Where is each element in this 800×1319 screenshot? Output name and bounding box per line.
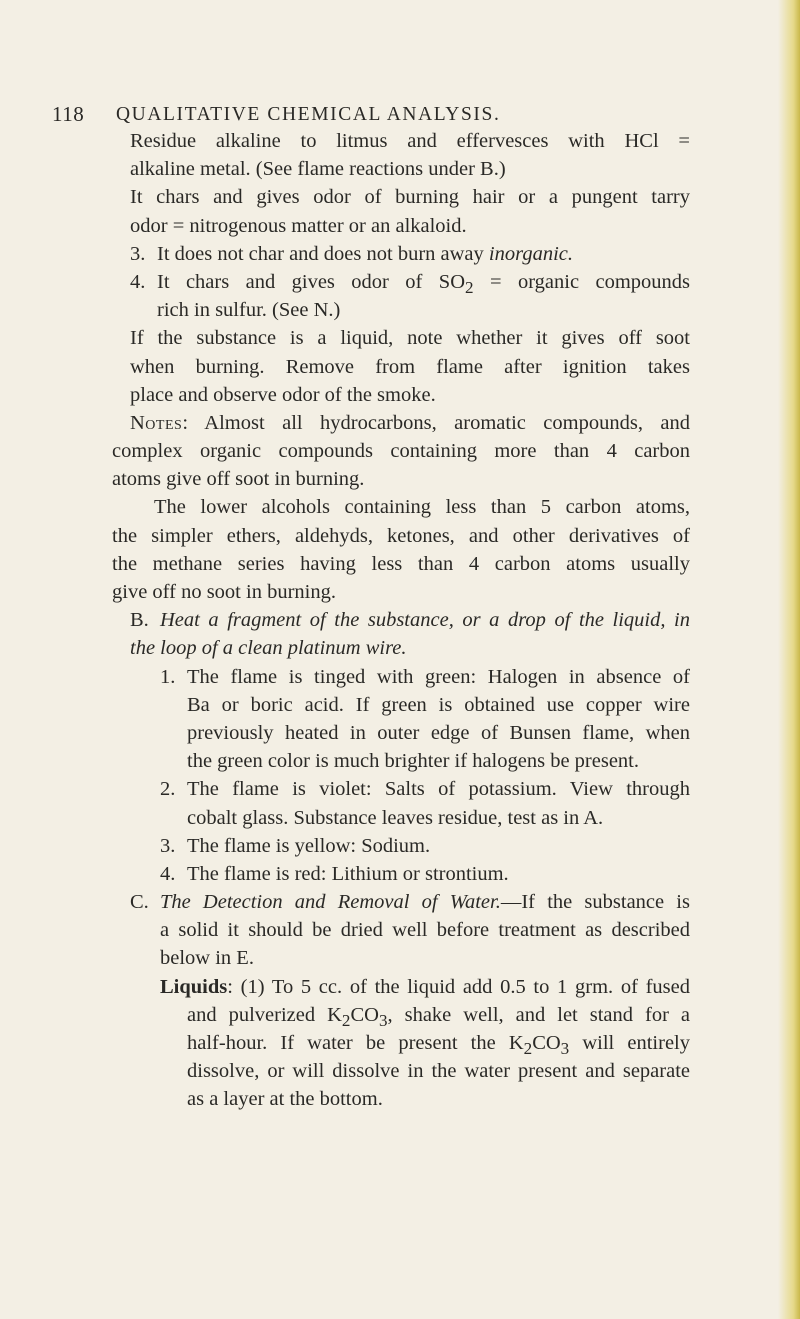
section-c-heading: C. The Detection and Removal of Water.—If the substance is	[130, 888, 690, 916]
list-marker: 1.	[160, 665, 176, 688]
section-marker: C.	[130, 891, 149, 914]
text-line: place and observe odor of the smoke.	[130, 383, 436, 406]
text-line: the loop of a clean platinum wire.	[130, 637, 407, 660]
list-item: 2. The flame is violet: Salts of potassium. View through	[130, 775, 690, 803]
running-head: QUALITATIVE CHEMICAL ANALYSIS.	[116, 104, 501, 125]
text-line: It chars and gives odor of burning hair or a pungent tarry	[130, 186, 690, 209]
text-line: when burning. Remove from flame after ignition takes	[130, 355, 690, 378]
section-b-heading: B. Heat a fragment of the substance, or a drop of the liquid, in	[130, 606, 690, 634]
text-line: atoms give off soot in burning.	[112, 468, 365, 491]
page-edge-shading	[778, 0, 800, 1319]
text-line: give off no soot in burning.	[112, 581, 336, 603]
text-line: as a layer at the bottom.	[187, 1088, 383, 1111]
list-item: 4. The flame is red: Lithium or strontium.	[130, 860, 690, 888]
text-line: complex organic compounds containing more than 4 carbon	[112, 440, 690, 463]
text-line: previously heated in outer edge of Bunsen flame, when	[187, 721, 690, 744]
liquids-line: Liquids: (1) To 5 cc. of the liquid add 0.5 to 1 grm. of fused	[160, 975, 690, 998]
text-line: If the substance is a liquid, note whether it gives off soot	[130, 327, 690, 350]
list-item: 1. The flame is tinged with green: Halogen in absence of	[130, 663, 690, 691]
page-number: 118	[52, 102, 85, 126]
list-marker: 4.	[160, 862, 176, 885]
list-marker: 3.	[130, 242, 146, 265]
section-marker: B.	[130, 609, 149, 632]
text-line: dissolve, or will dissolve in the water present and separate	[187, 1060, 690, 1083]
text-line: and pulverized $K_2CO_3$, shake well, and let stand for a	[187, 1003, 690, 1029]
text-line: rich in sulfur. (See N.)	[157, 299, 341, 322]
list-marker: 4.	[130, 270, 146, 293]
liquids-label: Liquids	[160, 975, 228, 998]
text-line: cobalt glass. Substance leaves residue, test as in A.	[187, 806, 604, 829]
notes-line: Notes: Almost all hydrocarbons, aromatic compounds, and	[130, 411, 690, 434]
list-item: 4. It chars and gives odor of $SO_2$ = organic compounds	[130, 268, 690, 296]
text-line: Ba or boric acid. If green is obtained use copper wire	[187, 693, 690, 716]
text-line: the green color is much brighter if halogens be present.	[187, 750, 639, 773]
text-line: below in E.	[160, 947, 254, 970]
text-line: a solid it should be dried well before treatment as described	[160, 919, 690, 942]
text-line: alkaline metal. (See flame reactions under B.)	[130, 158, 506, 181]
text-line: the simpler ethers, aldehyds, ketones, and other derivatives of	[112, 524, 690, 547]
list-marker: 2.	[160, 778, 176, 801]
list-item: 3. It does not char and does not burn away inorganic.	[130, 240, 690, 268]
list-marker: 3.	[160, 834, 176, 857]
text-line: odor = nitrogenous matter or an alkaloid.	[130, 214, 467, 237]
text-line: half-hour. If water be present the $K_2CO_3$ will entirely	[187, 1032, 690, 1058]
text-line: the methane series having less than 4 carbon atoms usually	[112, 552, 690, 575]
text-line: The lower alcohols containing less than 5 carbon atoms,	[154, 496, 690, 519]
text-line: Residue alkaline to litmus and effervesces with HCl =	[130, 130, 690, 152]
notes-label: Notes	[130, 411, 183, 434]
list-item: 3. The flame is yellow: Sodium.	[130, 832, 690, 860]
body-text	[112, 127, 690, 1114]
